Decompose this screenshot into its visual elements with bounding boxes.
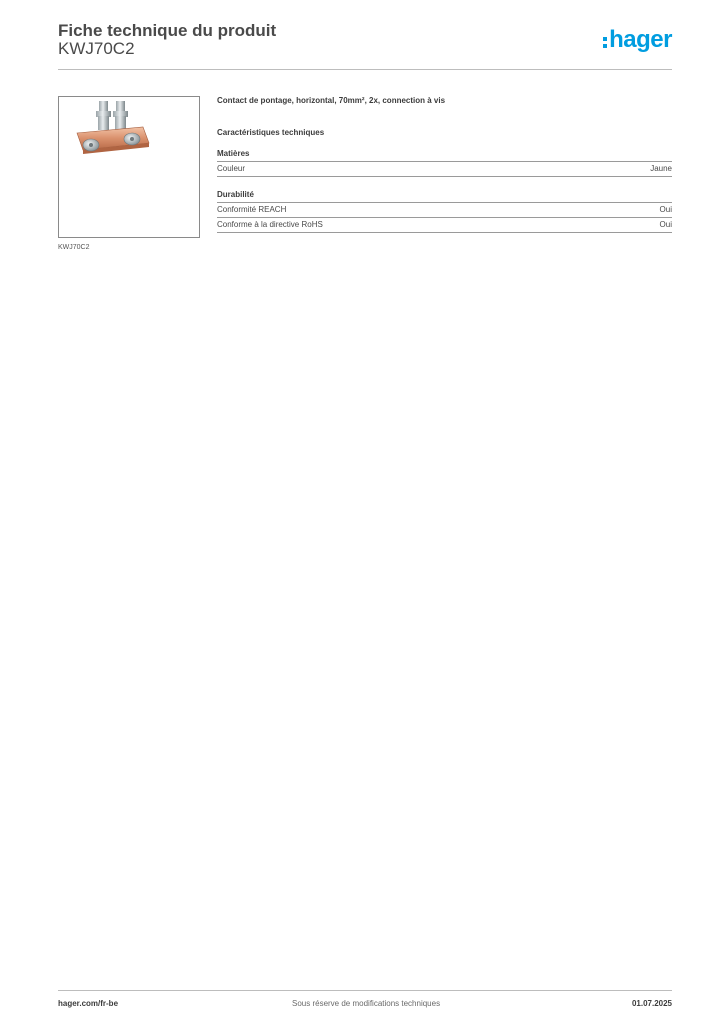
spec-row (217, 162, 672, 177)
spec-row (217, 203, 672, 218)
hager-logo (603, 24, 672, 56)
page-footer (58, 990, 672, 1011)
spec-group-durability (217, 190, 672, 233)
product-code: KWJ70C2 (58, 39, 135, 58)
footer-website-link[interactable]: hager.com/fr-be (58, 999, 119, 1008)
product-description: Contact de pontage, horizontal, 70mm², 2x, connection à vis (217, 96, 446, 105)
page-header (58, 20, 672, 70)
spec-value: Oui (659, 220, 672, 229)
spec-value: Jaune (650, 164, 672, 173)
logo-text: hager (609, 26, 672, 53)
page-title: Fiche technique du produit (58, 21, 277, 40)
section-title: Caractéristiques techniques (217, 128, 325, 137)
spec-value: Oui (659, 205, 672, 214)
spec-label: Conformité REACH (217, 205, 287, 214)
spec-row (217, 218, 672, 233)
footer-date: 01.07.2025 (631, 999, 672, 1008)
spec-group-materials (217, 149, 672, 177)
product-image (58, 96, 200, 238)
logo-colon-icon (603, 37, 607, 48)
spec-group-title: Matières (217, 149, 672, 162)
spec-label: Couleur (217, 164, 246, 173)
specifications-panel (217, 96, 672, 246)
spec-label: Conforme à la directive RoHS (217, 220, 323, 229)
bridging-contact-image (59, 97, 199, 237)
image-caption: KWJ70C2 (58, 244, 90, 251)
footer-disclaimer: Sous réserve de modifications techniques (292, 999, 441, 1008)
spec-group-title: Durabilité (217, 190, 672, 203)
